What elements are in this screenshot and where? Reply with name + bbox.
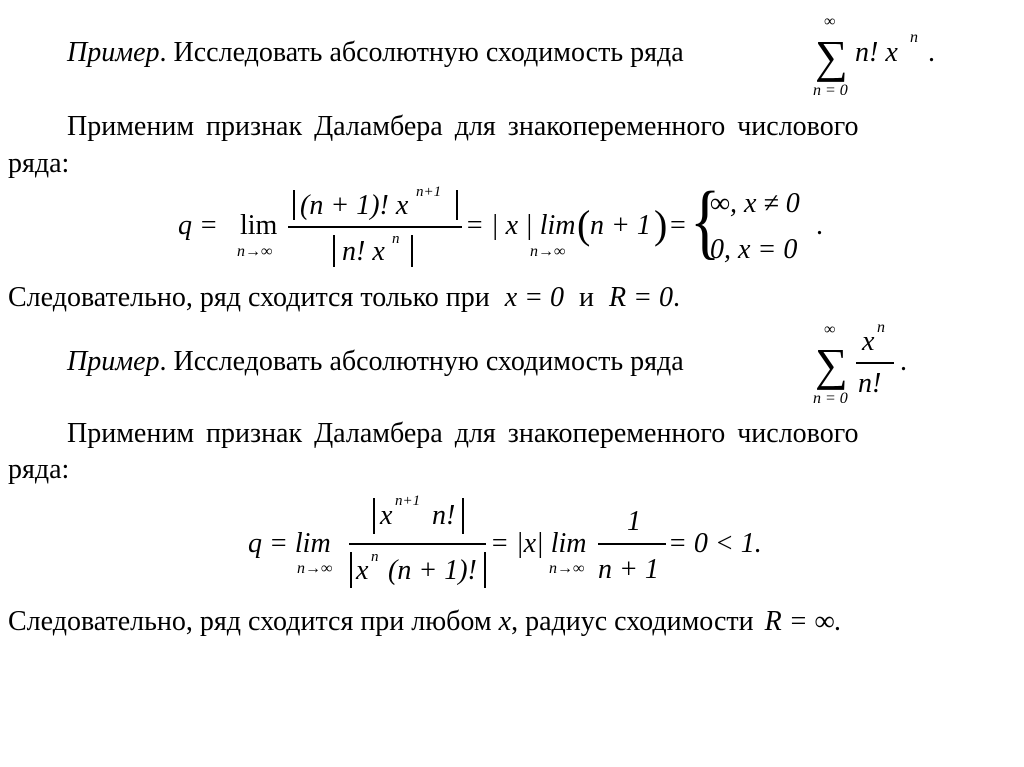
para1-line2: ряда: [8,148,70,179]
f2-den-abs-right [484,552,486,588]
series2-lower: n = 0 [813,390,848,407]
f2-den-tail: (n + 1)! [388,555,477,586]
conclusion1-line [8,284,680,312]
f2-frac-num: 1 [627,506,641,537]
f2-num: x [380,500,393,531]
f2-num-exp: n+1 [395,493,421,509]
f1-fraction-line [288,226,462,228]
f1-den-abs-right [411,235,413,267]
f1-cases-brace: { [690,175,721,268]
sigma-symbol: ∑ [815,31,848,82]
f1-eq: = [670,210,686,241]
para2-line1: Применим признак Даламбера для знакопеременного числового [67,418,859,449]
f1-paren-left: ( [577,202,591,247]
conclusion2-cond: R = ∞. [764,606,842,637]
f1-lim-sub: n→∞ [237,243,273,260]
example2-task: . Исследовать абсолютную сходимость ряда [159,346,684,377]
f1-lhs: q = [178,210,218,241]
f2-result: = 0 < 1. [668,528,762,559]
f1-den-abs-left [333,235,335,267]
series2-num: x [862,326,875,357]
series1-exp: n [910,29,918,46]
series2-num-exp: n [877,319,885,336]
f1-end: . [816,210,823,241]
conclusion2-text: Следовательно, ряд сходится при любом [8,606,492,637]
f2-frac-den: n + 1 [598,554,659,585]
f1-num: (n + 1)! x [300,190,409,221]
series1-lower: n = 0 [813,82,848,99]
series2-fraction-line [856,362,894,364]
sigma-symbol-2: ∑ [815,339,848,390]
conclusion1-end: . [673,282,681,313]
para1-line1: Применим признак Даламбера для знакопеременного числового [67,111,859,142]
f2-den-exp: n [371,549,379,565]
example2-line [67,348,684,376]
f1-case2: 0, x = 0 [710,234,798,265]
f2-num-abs-right [462,498,464,534]
example2-label: Пример [67,346,160,377]
f2-small-fraction-line [598,543,666,545]
f1-num-exp: n+1 [416,184,442,200]
f2-lim-sub: n→∞ [297,560,333,577]
f1-den: n! x [342,236,385,267]
f2-den-abs-left [350,552,352,588]
f1-mid-sub: n→∞ [530,243,566,260]
example1-task: . Исследовать абсолютную сходимость ряда [159,37,684,68]
f2-fraction-line [349,543,486,545]
f1-lim: lim [240,210,278,241]
conclusion2-rest: , радиус сходимости [511,606,754,637]
f2-mid-sub: n→∞ [549,560,585,577]
series2-den: n! [858,368,882,399]
f1-den-exp: n [392,231,400,247]
series1-upper: ∞ [824,13,836,30]
f1-num-abs-left [293,190,295,220]
para2-line2: ряда: [8,454,70,485]
f1-mid: = | x | lim [465,210,576,241]
conclusion1-and: и [579,282,595,313]
series1-end: . [928,37,935,68]
series2-upper: ∞ [824,321,836,338]
f2-mid: = |x| lim [490,528,587,559]
conclusion2-var: x [498,606,512,637]
f1-num-abs-right [456,190,458,220]
f2-lhs: q = lim [248,528,331,559]
conclusion1-cond1: x = 0 [504,282,565,313]
series2-end: . [900,346,907,377]
conclusion2-line [8,608,842,636]
conclusion1-cond2: R = 0 [609,282,674,313]
f2-den: x [356,555,369,586]
conclusion1-text: Следовательно, ряд сходится только при [8,282,490,313]
example1-label: Пример [67,37,160,68]
f2-num-abs-left [373,498,375,534]
f1-paren-right: ) [654,202,668,247]
series1-term: n! x [855,37,898,68]
f1-paren-body: n + 1 [590,210,651,241]
example1-line [67,39,684,67]
f1-case1: ∞, x ≠ 0 [710,188,800,219]
f2-num-tail: n! [432,500,456,531]
